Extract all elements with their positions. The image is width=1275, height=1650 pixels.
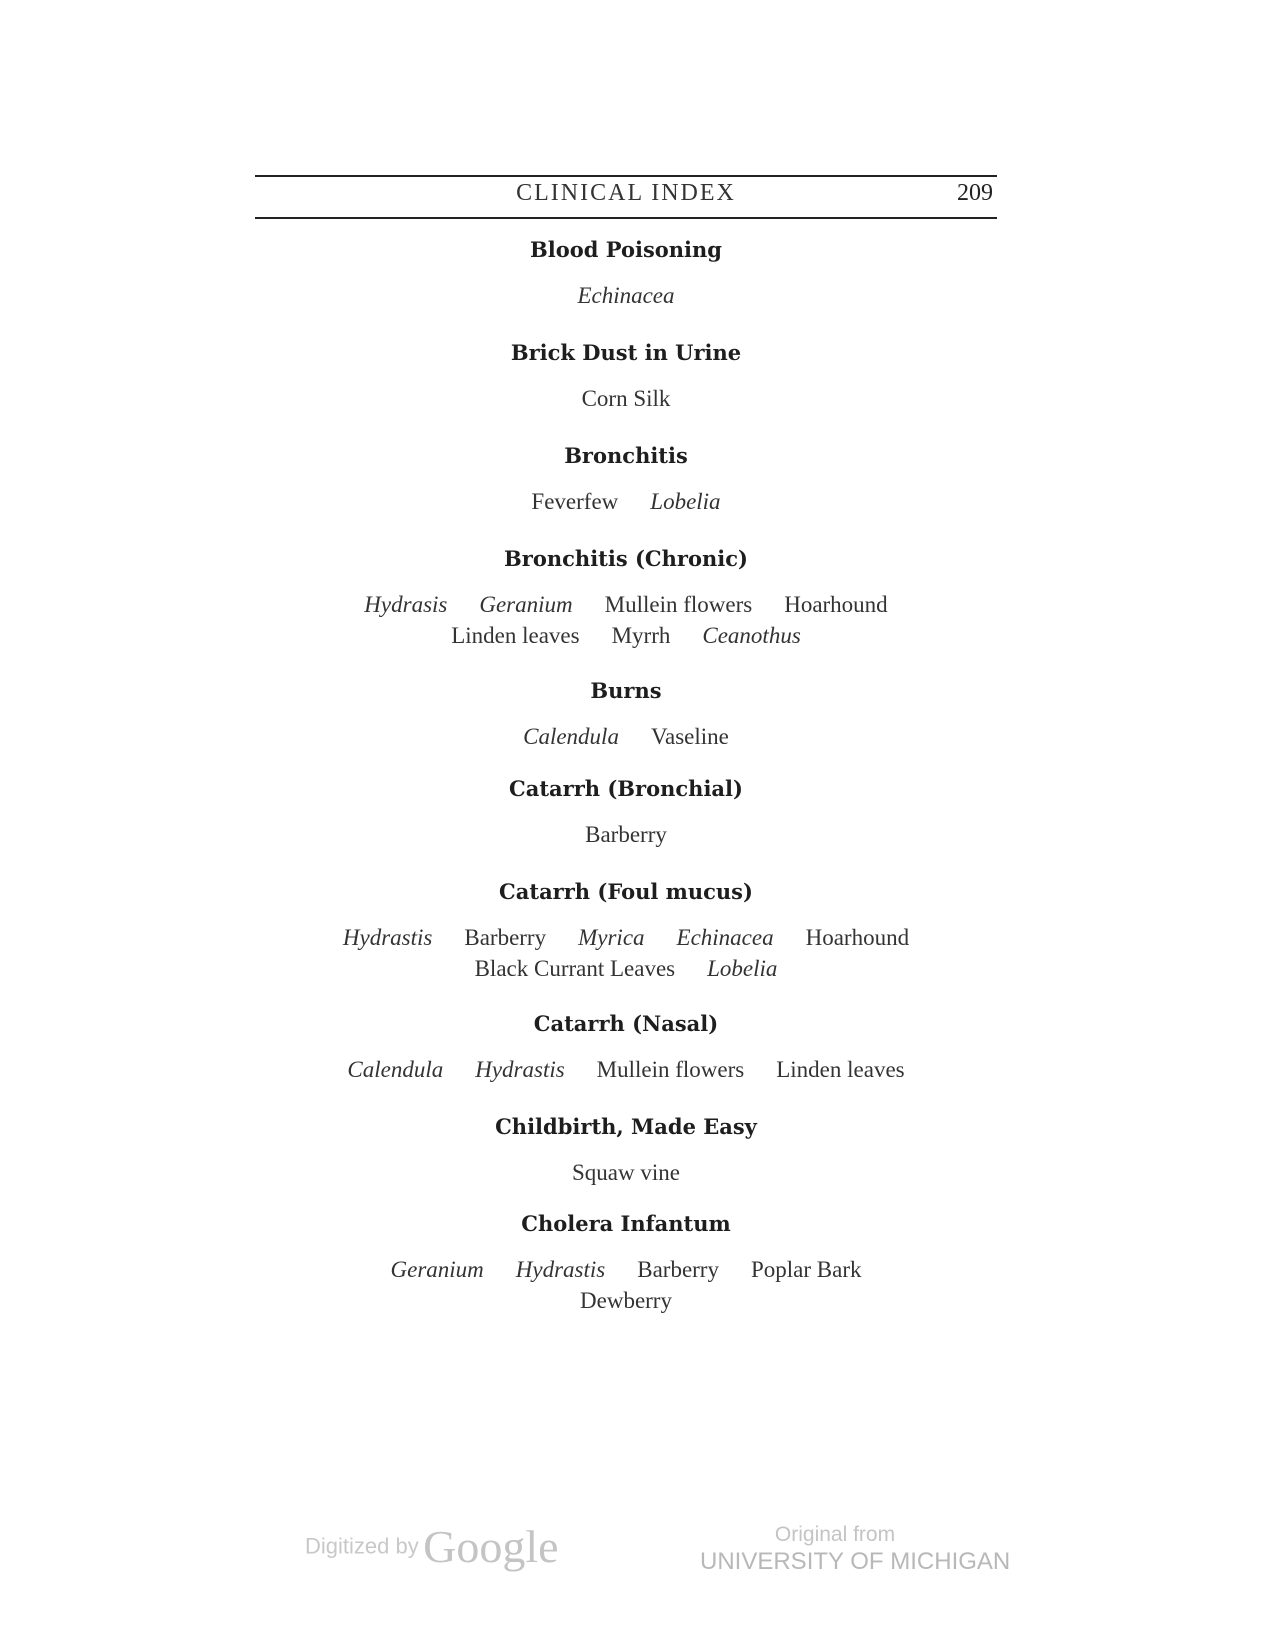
remedy-name: Barberry <box>464 925 547 950</box>
entry-heading: Burns <box>590 678 662 703</box>
remedy-line <box>255 922 997 953</box>
remedy-line <box>255 1285 997 1316</box>
remedy-name: Myrrh <box>611 623 671 648</box>
remedy-name: Corn Silk <box>581 386 671 411</box>
remedy-line <box>255 383 997 414</box>
remedy-line <box>255 721 997 752</box>
remedy-name: Lobelia <box>650 489 721 514</box>
remedy-line <box>255 1254 997 1285</box>
page-number: 209 <box>957 180 993 206</box>
entry-heading: Catarrh (Bronchial) <box>509 776 743 801</box>
entry-heading: Blood Poisoning <box>530 237 722 262</box>
remedy-name: Mullein flowers <box>596 1057 745 1082</box>
page-header <box>255 175 997 219</box>
google-logo: Google <box>423 1521 559 1572</box>
remedy-name: Barberry <box>585 822 667 847</box>
institution-name: UNIVERSITY OF MICHIGAN <box>700 1548 1011 1575</box>
remedy-line <box>255 280 997 311</box>
entry-heading: Childbirth, Made Easy <box>495 1114 757 1139</box>
remedy-list <box>255 589 997 651</box>
remedy-line <box>255 1157 997 1188</box>
remedy-line <box>255 486 997 517</box>
index-entry-blood-poisoning <box>255 239 997 311</box>
remedy-name: Hydrasis <box>364 592 448 617</box>
remedy-name: Echinacea <box>676 925 774 950</box>
remedy-list <box>255 1254 997 1316</box>
remedy-line <box>255 620 997 651</box>
remedy-name: Feverfew <box>531 489 619 514</box>
remedy-line <box>255 1054 997 1085</box>
remedy-name: Myrica <box>578 925 645 950</box>
remedy-list <box>255 721 997 752</box>
index-entry-brick-dust-in-urine <box>255 342 997 414</box>
index-entry-catarrh-nasal <box>255 1013 997 1085</box>
remedy-list <box>255 1157 997 1188</box>
google-watermark <box>305 1520 559 1573</box>
remedy-name: Echinacea <box>577 283 675 308</box>
remedy-line <box>255 819 997 850</box>
remedy-name: Dewberry <box>580 1288 672 1313</box>
running-title: CLINICAL INDEX <box>516 180 736 206</box>
entry-heading: Cholera Infantum <box>521 1211 731 1236</box>
remedy-name: Black Currant Leaves <box>474 956 676 981</box>
index-entry-cholera-infantum <box>255 1213 997 1316</box>
remedy-name: Vaseline <box>650 724 729 749</box>
remedy-name: Hydrastis <box>342 925 433 950</box>
remedy-list <box>255 819 997 850</box>
index-entry-catarrh-bronchial <box>255 778 997 850</box>
remedy-list <box>255 280 997 311</box>
remedy-name: Geranium <box>390 1257 484 1282</box>
remedy-name: Hydrastis <box>515 1257 606 1282</box>
digitized-by-label: Digitized by <box>305 1533 419 1559</box>
index-entry-childbirth-made-easy <box>255 1116 997 1188</box>
remedy-name: Lobelia <box>707 956 778 981</box>
remedy-name: Linden leaves <box>776 1057 905 1082</box>
index-entry-catarrh-foul-mucus <box>255 881 997 984</box>
remedy-list <box>255 922 997 984</box>
remedy-name: Calendula <box>347 1057 444 1082</box>
remedy-name: Linden leaves <box>451 623 580 648</box>
remedy-name: Calendula <box>523 724 619 749</box>
entry-heading: Brick Dust in Urine <box>510 340 742 365</box>
entry-heading: Bronchitis <box>564 443 688 468</box>
remedy-name: Poplar Bark <box>750 1257 862 1282</box>
index-entry-burns <box>255 680 997 752</box>
original-from-label: Original from <box>774 1523 896 1546</box>
remedy-name: Squaw vine <box>572 1160 680 1185</box>
library-watermark <box>700 1523 1011 1577</box>
remedy-list <box>255 383 997 414</box>
remedy-line <box>255 589 997 620</box>
index-entry-bronchitis-chronic <box>255 548 997 651</box>
index-entry-bronchitis <box>255 445 997 517</box>
entry-heading: Catarrh (Nasal) <box>533 1011 719 1036</box>
remedy-line <box>255 953 997 984</box>
remedy-name: Mullein flowers <box>604 592 753 617</box>
remedy-name: Hydrastis <box>475 1057 565 1082</box>
remedy-list <box>255 1054 997 1085</box>
remedy-name: Geranium <box>479 592 573 617</box>
remedy-name: Barberry <box>637 1257 719 1282</box>
remedy-name: Hoarhound <box>805 925 910 950</box>
remedy-name: Ceanothus <box>702 623 801 648</box>
remedy-name: Hoarhound <box>784 592 888 617</box>
entry-heading: Catarrh (Foul mucus) <box>499 879 753 904</box>
entry-heading: Bronchitis (Chronic) <box>504 546 748 571</box>
remedy-list <box>255 486 997 517</box>
